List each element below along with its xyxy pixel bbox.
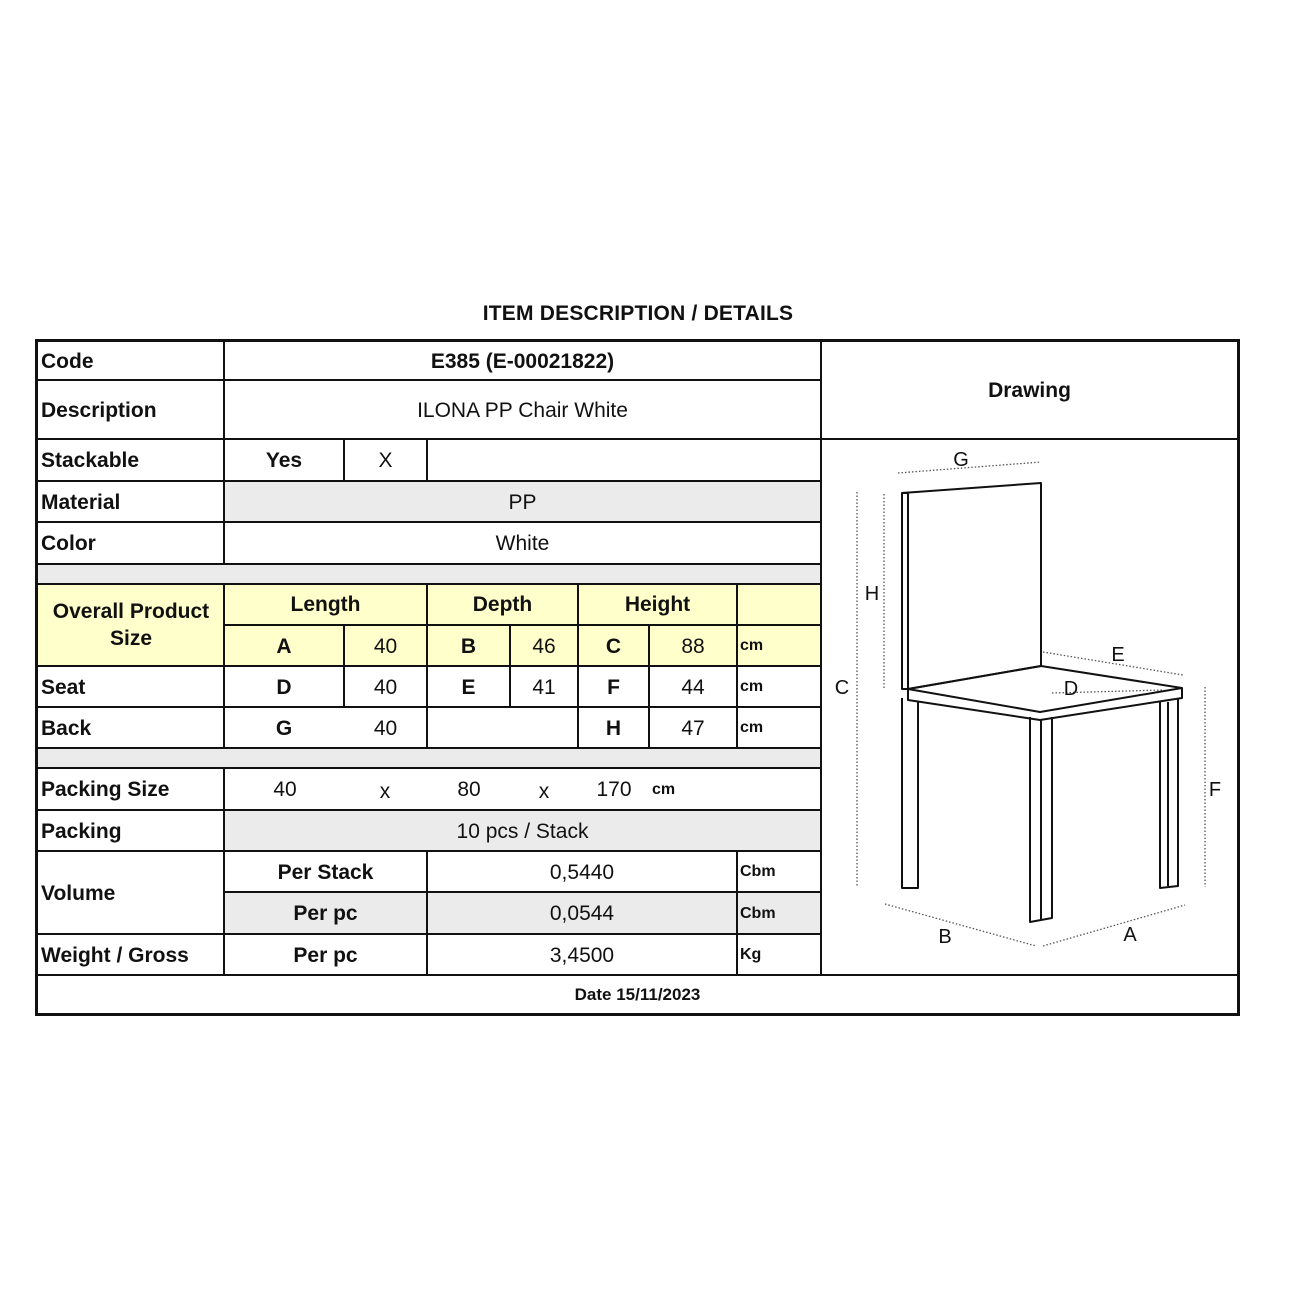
dimension-letter-d: D	[276, 675, 292, 699]
weight-label: Weight / Gross	[41, 943, 189, 967]
spacer-row-2	[38, 748, 821, 768]
dimension-letter-g: G	[275, 716, 293, 740]
volume-per-stack-label: Per Stack	[277, 860, 374, 884]
dimension-value-b: 46	[532, 634, 556, 658]
dimension-value-a: 40	[373, 634, 398, 658]
stackable-check-mark: X	[378, 449, 393, 472]
material-label: Material	[41, 490, 121, 514]
drawing-letter-g: G	[953, 449, 969, 471]
description-label: Description	[41, 398, 157, 422]
overall-unit: cm	[740, 637, 764, 654]
chair-seat-edge	[908, 688, 1182, 720]
dimension-value-d: 40	[373, 675, 398, 699]
chair-left-leg	[902, 698, 918, 888]
spacer-row-1	[38, 564, 821, 584]
dimension-letter-f: F	[607, 675, 620, 699]
drawing-letter-e: E	[1111, 644, 1125, 666]
overall-size-label: Overall Product Size	[52, 599, 210, 650]
grid-line	[736, 851, 738, 975]
drawing-letter-a: A	[1123, 924, 1137, 946]
weight-unit: Kg	[740, 946, 762, 963]
height-header: Height	[624, 593, 691, 616]
packing-size-label: Packing Size	[41, 778, 170, 801]
seat-unit: cm	[740, 678, 764, 695]
description-value: ILONA PP Chair White	[417, 398, 628, 422]
packing-size-unit: cm	[652, 780, 676, 798]
volume-per-stack-unit: Cbm	[740, 863, 776, 880]
packing-label: Packing	[41, 819, 122, 843]
dimension-value-e: 41	[532, 675, 556, 699]
volume-per-pc-label: Per pc	[293, 902, 358, 925]
dimension-line-g	[898, 462, 1041, 473]
packing-size-dim-1: 40	[273, 778, 297, 801]
back-unit: cm	[740, 719, 764, 736]
drawing-letter-c: C	[834, 677, 850, 699]
dimension-value-g: 40	[373, 716, 398, 740]
dimension-line-a	[1043, 905, 1185, 946]
grid-line	[736, 583, 738, 748]
chair-backrest	[902, 483, 1041, 689]
packing-size-dim-2: 80	[457, 778, 481, 801]
packing-size-dim-3: 170	[596, 778, 632, 801]
dimension-letter-a: A	[276, 634, 292, 658]
code-value: E385 (E-00021822)	[430, 349, 615, 373]
dimension-value-h: 47	[681, 716, 705, 740]
back-label: Back	[41, 716, 92, 740]
drawing-label: Drawing	[988, 379, 1071, 402]
chair-drawing	[822, 438, 1234, 968]
color-value: White	[495, 532, 550, 555]
dimension-letter-h: H	[605, 716, 622, 740]
stackable-label: Stackable	[41, 449, 140, 472]
grid-line	[426, 439, 428, 481]
dimension-value-c: 88	[681, 634, 705, 658]
weight-value: 3,4500	[549, 943, 615, 967]
material-value: PP	[508, 490, 537, 514]
drawing-letter-h: H	[864, 583, 880, 605]
seat-label: Seat	[41, 675, 86, 699]
volume-per-pc-unit: Cbm	[740, 904, 776, 922]
dimension-letter-e: E	[461, 675, 476, 699]
volume-per-stack-value: 0,5440	[549, 860, 615, 884]
stackable-yes-label: Yes	[265, 449, 303, 472]
code-label: Code	[41, 349, 94, 373]
dimension-letter-b: B	[460, 634, 477, 658]
packing-value: 10 pcs / Stack	[456, 819, 589, 843]
packing-size-x-2: x	[538, 780, 550, 803]
volume-per-pc-value: 0,0544	[549, 902, 615, 925]
depth-header: Depth	[472, 593, 533, 616]
weight-per-pc-label: Per pc	[293, 943, 358, 967]
packing-size-x-1: x	[379, 780, 391, 803]
color-label: Color	[41, 532, 96, 555]
length-header: Length	[290, 593, 361, 616]
document-title: ITEM DESCRIPTION / DETAILS	[482, 302, 794, 325]
date-text: Date 15/11/2023	[574, 985, 701, 1004]
dimension-value-f: 44	[681, 675, 705, 699]
dimension-line-b	[885, 904, 1036, 946]
volume-label: Volume	[41, 881, 116, 905]
drawing-letter-b: B	[938, 926, 952, 948]
drawing-letter-d: D	[1063, 678, 1079, 700]
dimension-letter-c: C	[605, 634, 622, 658]
drawing-letter-f: F	[1208, 779, 1222, 801]
